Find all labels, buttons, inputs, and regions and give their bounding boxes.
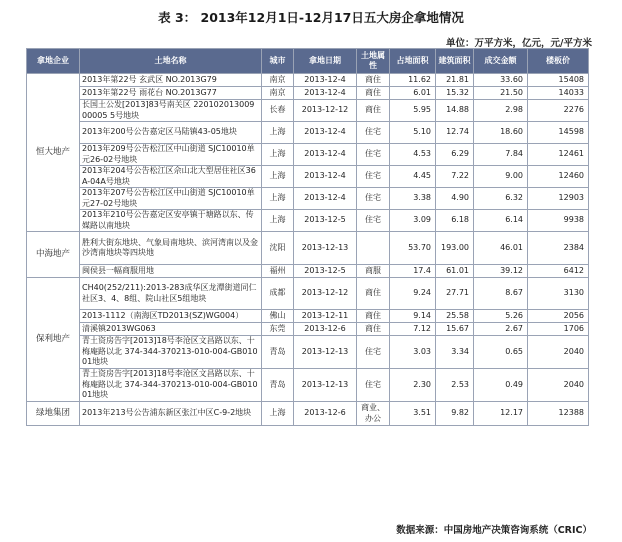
area-cell: 9.24 — [390, 278, 436, 310]
city-cell: 上海 — [262, 188, 294, 210]
date-cell: 2013-12-4 — [294, 166, 357, 188]
floor-price-cell: 14598 — [528, 122, 589, 144]
build-area-cell: 4.90 — [436, 188, 474, 210]
area-cell: 3.38 — [390, 188, 436, 210]
attr-cell: 商服 — [357, 265, 390, 278]
floor-price-cell: 12388 — [528, 402, 589, 426]
amount-cell: 18.60 — [474, 122, 528, 144]
city-cell: 长春 — [262, 100, 294, 122]
table-row — [27, 144, 589, 166]
city-cell: 上海 — [262, 122, 294, 144]
header-city: 城市 — [262, 49, 294, 74]
company-cell: 保利地产 — [27, 278, 80, 402]
amount-cell: 33.60 — [474, 74, 528, 87]
area-cell: 2.30 — [390, 369, 436, 402]
city-cell: 沈阳 — [262, 232, 294, 265]
header-attr: 土地属性 — [357, 49, 390, 74]
build-area-cell: 12.74 — [436, 122, 474, 144]
attr-cell: 住宅 — [357, 210, 390, 232]
city-cell: 东莞 — [262, 323, 294, 336]
build-area-cell: 3.34 — [436, 336, 474, 369]
city-cell: 南京 — [262, 87, 294, 100]
company-cell: 中海地产 — [27, 232, 80, 278]
attr-cell: 住宅 — [357, 166, 390, 188]
date-cell: 2013-12-4 — [294, 144, 357, 166]
table-title: 表 3： 2013年12月1日-12月17日五大房企拿地情况 — [158, 10, 464, 25]
amount-cell: 2.67 — [474, 323, 528, 336]
date-cell: 2013-12-4 — [294, 122, 357, 144]
floor-price-cell: 14033 — [528, 87, 589, 100]
attr-cell: 商业、办公 — [357, 402, 390, 426]
build-area-cell: 6.18 — [436, 210, 474, 232]
floor-price-cell: 6412 — [528, 265, 589, 278]
date-cell: 2013-12-13 — [294, 369, 357, 402]
date-cell: 2013-12-12 — [294, 100, 357, 122]
land-name-cell: 青土资房告字[2013]18号李沧区文昌路以东、十梅庵路以北 374-344-370213-010-004-GB01001地块 — [80, 336, 262, 369]
build-area-cell: 25.58 — [436, 310, 474, 323]
land-name-cell: 2013年200号公告嘉定区马陆镇43-05地块 — [80, 122, 262, 144]
attr-cell: 商住 — [357, 323, 390, 336]
attr-cell: 商住 — [357, 87, 390, 100]
land-name-cell: 2013年210号公告嘉定区安亭镇于塘路以东、传媒路以南地块 — [80, 210, 262, 232]
attr-cell: 住宅 — [357, 144, 390, 166]
land-name-cell: 青土资房告字[2013]18号李沧区文昌路以东、十梅庵路以北 374-344-370213-010-004-GB01001地块 — [80, 369, 262, 402]
attr-cell: 住宅 — [357, 369, 390, 402]
area-cell: 9.14 — [390, 310, 436, 323]
floor-price-cell: 2040 — [528, 336, 589, 369]
table-row — [27, 166, 589, 188]
land-name-cell: 2013年第22号 玄武区 NO.2013G79 — [80, 74, 262, 87]
floor-price-cell: 1706 — [528, 323, 589, 336]
build-area-cell: 193.00 — [436, 232, 474, 265]
build-area-cell: 15.32 — [436, 87, 474, 100]
city-cell: 青岛 — [262, 369, 294, 402]
amount-cell: 9.00 — [474, 166, 528, 188]
amount-cell: 8.67 — [474, 278, 528, 310]
amount-cell: 6.14 — [474, 210, 528, 232]
build-area-cell: 9.82 — [436, 402, 474, 426]
city-cell: 上海 — [262, 402, 294, 426]
date-cell: 2013-12-5 — [294, 210, 357, 232]
table-row — [27, 100, 589, 122]
build-area-cell: 21.81 — [436, 74, 474, 87]
date-cell: 2013-12-4 — [294, 74, 357, 87]
build-area-cell: 6.29 — [436, 144, 474, 166]
land-name-cell: 2013年213号公告浦东新区张江中区C-9-2地块 — [80, 402, 262, 426]
table-body — [27, 74, 589, 426]
city-cell: 成都 — [262, 278, 294, 310]
attr-cell: 商住 — [357, 278, 390, 310]
date-cell: 2013-12-13 — [294, 232, 357, 265]
area-cell: 3.51 — [390, 402, 436, 426]
land-name-cell: 2013年第22号 雨花台 NO.2013G77 — [80, 87, 262, 100]
attr-cell: 住宅 — [357, 188, 390, 210]
city-cell: 青岛 — [262, 336, 294, 369]
land-name-cell: 清溪镇2013WG063 — [80, 323, 262, 336]
amount-cell: 12.17 — [474, 402, 528, 426]
header-company: 拿地企业 — [27, 49, 80, 74]
land-name-cell: CH40(252/211):2013-283成华区龙潭街道同仁社区3、4、8组、院山社区5组地块 — [80, 278, 262, 310]
city-cell: 上海 — [262, 166, 294, 188]
floor-price-cell: 2040 — [528, 369, 589, 402]
build-area-cell: 14.88 — [436, 100, 474, 122]
land-name-cell: 闽侯县一幅商服用地 — [80, 265, 262, 278]
area-cell: 6.01 — [390, 87, 436, 100]
data-source: 数据来源：中国房地产决策咨询系统（CRIC） — [396, 525, 592, 536]
area-cell: 5.10 — [390, 122, 436, 144]
area-cell: 4.53 — [390, 144, 436, 166]
floor-price-cell: 12903 — [528, 188, 589, 210]
floor-price-cell: 3130 — [528, 278, 589, 310]
floor-price-cell: 2276 — [528, 100, 589, 122]
table-row — [27, 87, 589, 100]
table-row — [27, 232, 589, 265]
floor-price-cell: 12460 — [528, 166, 589, 188]
build-area-cell: 15.67 — [436, 323, 474, 336]
city-cell: 佛山 — [262, 310, 294, 323]
date-cell: 2013-12-12 — [294, 278, 357, 310]
date-cell: 2013-12-4 — [294, 188, 357, 210]
table-row — [27, 74, 589, 87]
land-acquisition-table — [26, 48, 589, 426]
land-name-cell: 2013年207号公告松江区中山街道 SJC10010单元27-02号地块 — [80, 188, 262, 210]
floor-price-cell: 2056 — [528, 310, 589, 323]
table-row — [27, 210, 589, 232]
build-area-cell: 61.01 — [436, 265, 474, 278]
attr-cell: 商住 — [357, 100, 390, 122]
city-cell: 福州 — [262, 265, 294, 278]
amount-cell: 0.65 — [474, 336, 528, 369]
table-row — [27, 188, 589, 210]
area-cell: 4.45 — [390, 166, 436, 188]
table-row — [27, 265, 589, 278]
amount-cell: 6.32 — [474, 188, 528, 210]
area-cell: 17.4 — [390, 265, 436, 278]
company-cell: 绿地集团 — [27, 402, 80, 426]
date-cell: 2013-12-13 — [294, 336, 357, 369]
floor-price-cell: 9938 — [528, 210, 589, 232]
build-area-cell: 2.53 — [436, 369, 474, 402]
amount-cell: 0.49 — [474, 369, 528, 402]
floor-price-cell: 15408 — [528, 74, 589, 87]
area-cell: 3.09 — [390, 210, 436, 232]
area-cell: 11.62 — [390, 74, 436, 87]
area-cell: 53.70 — [390, 232, 436, 265]
amount-cell: 21.50 — [474, 87, 528, 100]
area-cell: 5.95 — [390, 100, 436, 122]
date-cell: 2013-12-4 — [294, 87, 357, 100]
amount-cell: 46.01 — [474, 232, 528, 265]
attr-cell: 住宅 — [357, 336, 390, 369]
header-amount: 成交金额 — [474, 49, 528, 74]
date-cell: 2013-12-5 — [294, 265, 357, 278]
header-date: 拿地日期 — [294, 49, 357, 74]
date-cell: 2013-12-11 — [294, 310, 357, 323]
city-cell: 上海 — [262, 144, 294, 166]
area-cell: 7.12 — [390, 323, 436, 336]
land-name-cell: 2013-1112（南海区TD2013(SZ)WG004） — [80, 310, 262, 323]
date-cell: 2013-12-6 — [294, 402, 357, 426]
company-cell: 恒大地产 — [27, 74, 80, 232]
table-row — [27, 310, 589, 323]
land-name-cell: 2013年209号公告松江区中山街道 SJC10010单元26-02号地块 — [80, 144, 262, 166]
floor-price-cell: 12461 — [528, 144, 589, 166]
attr-cell: 商住 — [357, 74, 390, 87]
table-row — [27, 278, 589, 310]
land-name-cell: 长国土公发[2013]83号南关区 22010201300900005 5号地块 — [80, 100, 262, 122]
header-area: 占地面积 — [390, 49, 436, 74]
date-cell: 2013-12-6 — [294, 323, 357, 336]
land-name-cell: 胜利大街东地块、气象局南地块、滨河湾南以及金沙湾南地块等四块地 — [80, 232, 262, 265]
header-land-name: 土地名称 — [80, 49, 262, 74]
attr-cell: 住宅 — [357, 122, 390, 144]
table-row — [27, 323, 589, 336]
amount-cell: 39.12 — [474, 265, 528, 278]
floor-price-cell: 2384 — [528, 232, 589, 265]
header-floor-price: 楼板价 — [528, 49, 589, 74]
header-row — [27, 49, 589, 74]
header-build-area: 建筑面积 — [436, 49, 474, 74]
amount-cell: 5.26 — [474, 310, 528, 323]
unit-note: 单位：万平方米，亿元，元/平方米 — [446, 38, 592, 49]
attr-cell — [357, 232, 390, 265]
table-row — [27, 122, 589, 144]
city-cell: 南京 — [262, 74, 294, 87]
attr-cell: 商住 — [357, 310, 390, 323]
amount-cell: 7.84 — [474, 144, 528, 166]
table-row — [27, 336, 589, 369]
area-cell: 3.03 — [390, 336, 436, 369]
build-area-cell: 7.22 — [436, 166, 474, 188]
build-area-cell: 27.71 — [436, 278, 474, 310]
table-row — [27, 369, 589, 402]
amount-cell: 2.98 — [474, 100, 528, 122]
city-cell: 上海 — [262, 210, 294, 232]
table-row — [27, 402, 589, 426]
land-name-cell: 2013年204号公告松江区佘山北大型居住社区36A-04A号地块 — [80, 166, 262, 188]
